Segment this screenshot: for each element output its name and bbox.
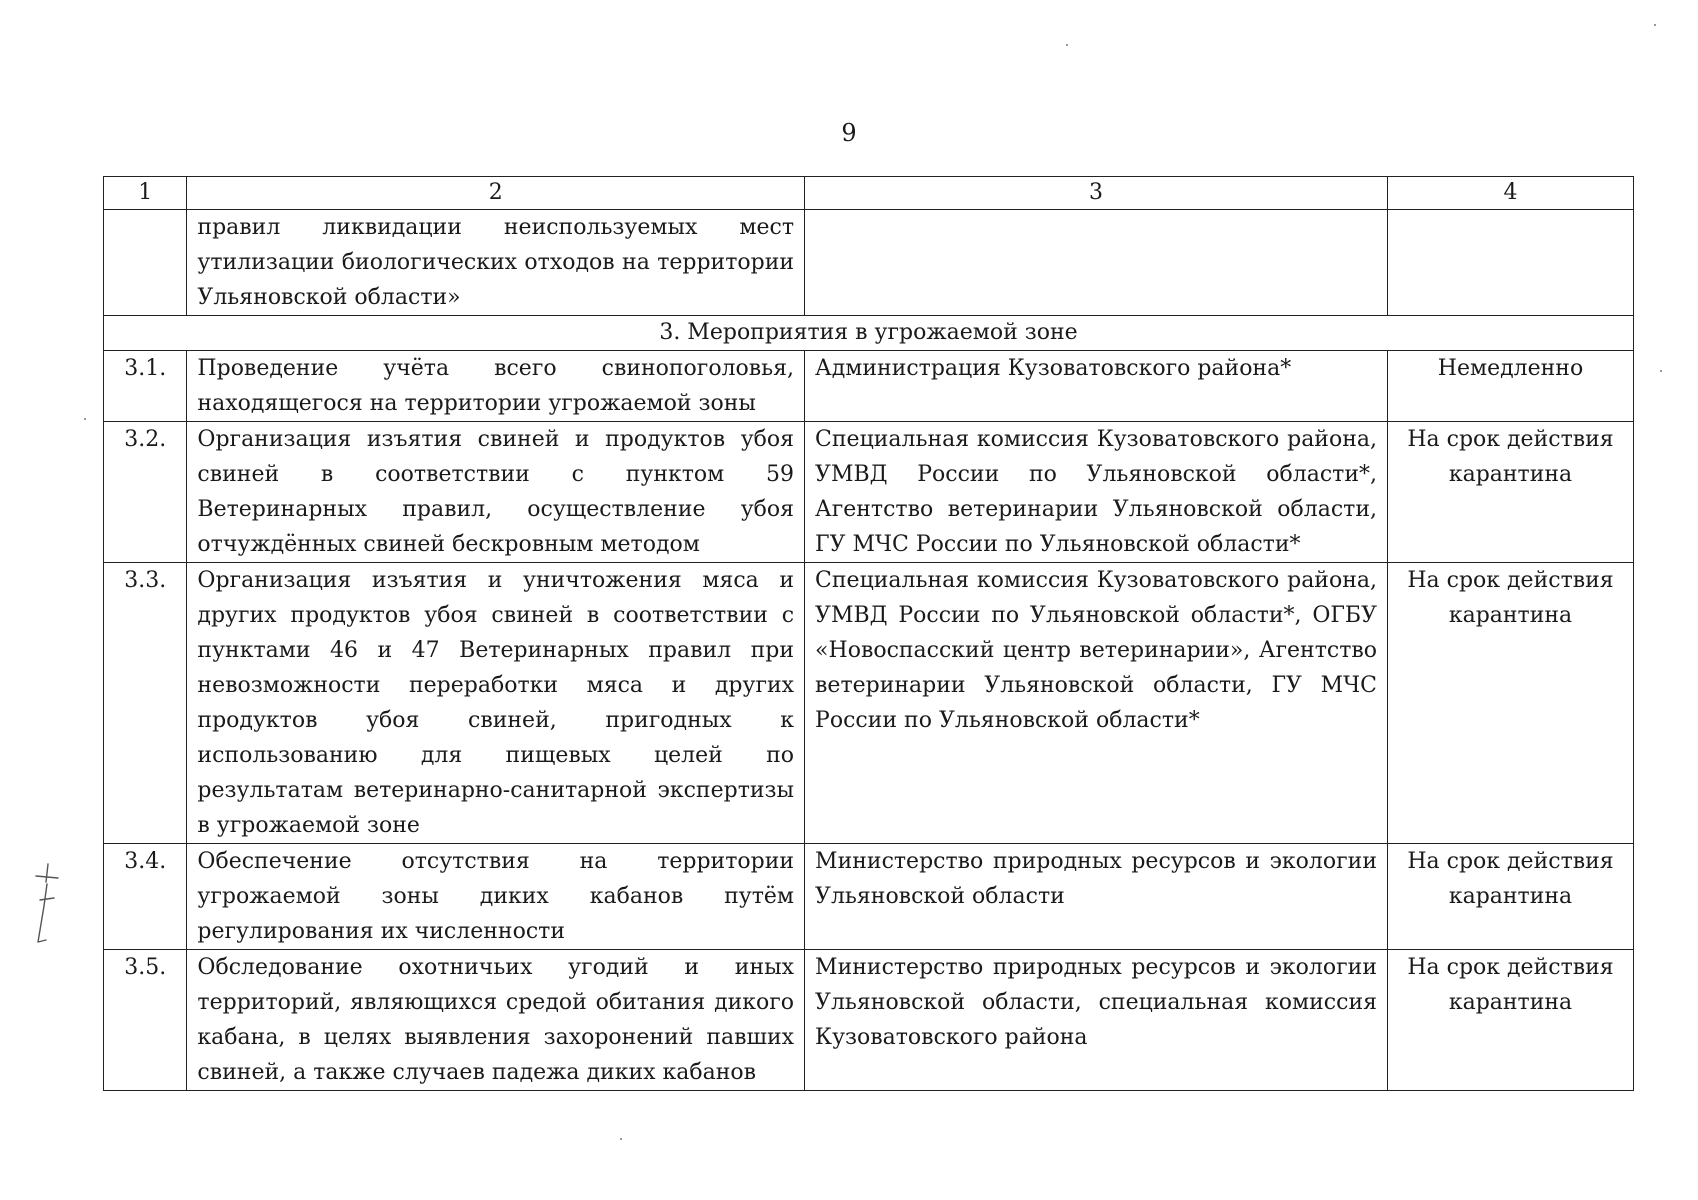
measure-cell: Обследование охотничьих угодий и иных территорий, являющихся средой обитания дикого кабана, в целях выявления захоронений павших свиней, а также случаев падежа диких кабанов (187, 950, 805, 1091)
term-cell (1388, 210, 1634, 316)
term-cell: Немедленно (1388, 351, 1634, 422)
term-cell: На срок действия карантина (1388, 844, 1634, 950)
row-number (104, 210, 187, 316)
scan-speck (1066, 44, 1068, 46)
column-number: 1 (104, 177, 187, 210)
scan-speck (1660, 370, 1662, 372)
row-number: 3.5. (104, 950, 187, 1091)
measures-table (103, 176, 1634, 1091)
column-number: 2 (187, 177, 805, 210)
section-heading-row (104, 316, 1634, 351)
scan-speck (1654, 24, 1656, 26)
responsible-cell: Министерство природных ресурсов и экологии Ульяновской области (805, 844, 1388, 950)
table-row (104, 563, 1634, 844)
term-cell: На срок действия карантина (1388, 950, 1634, 1091)
table-row (104, 422, 1634, 563)
table-row (104, 351, 1634, 422)
page-number: 9 (841, 119, 857, 147)
term-cell: На срок действия карантина (1388, 563, 1634, 844)
table-row (104, 950, 1634, 1091)
scan-speck (620, 1138, 622, 1140)
column-number-row (104, 177, 1634, 210)
column-number: 4 (1388, 177, 1634, 210)
measure-cell: Проведение учёта всего свинопоголовья, находящегося на территории угрожаемой зоны (187, 351, 805, 422)
scan-speck (84, 418, 86, 420)
responsible-cell: Специальная комиссия Кузоватовского района, УМВД России по Ульяновской области*, ОГБУ «Новоспасский центр ветеринарии», Агентство ветеринарии Ульяновской области, ГУ МЧС России по Ульяновской области* (805, 563, 1388, 844)
table-row-continuation (104, 210, 1634, 316)
measure-cell: Обеспечение отсутствия на территории угрожаемой зоны диких кабанов путём регулирования их численности (187, 844, 805, 950)
measure-cell: правил ликвидации неиспользуемых мест утилизации биологических отходов на территории Ульяновской области» (187, 210, 805, 316)
row-number: 3.3. (104, 563, 187, 844)
table-row (104, 844, 1634, 950)
row-number: 3.4. (104, 844, 187, 950)
row-number: 3.1. (104, 351, 187, 422)
responsible-cell: Министерство природных ресурсов и экологии Ульяновской области, специальная комиссия Кузоватовского района (805, 950, 1388, 1091)
responsible-cell (805, 210, 1388, 316)
section-title: 3. Мероприятия в угрожаемой зоне (104, 316, 1634, 351)
column-number: 3 (805, 177, 1388, 210)
measure-cell: Организация изъятия свиней и продуктов убоя свиней в соответствии с пунктом 59 Ветеринарных правил, осуществление убоя отчуждённых свиней бескровным методом (187, 422, 805, 563)
margin-pen-mark (22, 860, 72, 950)
responsible-cell: Администрация Кузоватовского района* (805, 351, 1388, 422)
measure-cell: Организация изъятия и уничтожения мяса и других продуктов убоя свиней в соответствии с пунктами 46 и 47 Ветеринарных правил при невозможности переработки мяса и других продуктов убоя свиней, пригодных к использованию для пищевых целей по результатам ветеринарно-санитарной экспертизы в угрожаемой зоне (187, 563, 805, 844)
term-cell: На срок действия карантина (1388, 422, 1634, 563)
row-number: 3.2. (104, 422, 187, 563)
responsible-cell: Специальная комиссия Кузоватовского района, УМВД России по Ульяновской области*, Агентство ветеринарии Ульяновской области, ГУ МЧС России по Ульяновской области* (805, 422, 1388, 563)
